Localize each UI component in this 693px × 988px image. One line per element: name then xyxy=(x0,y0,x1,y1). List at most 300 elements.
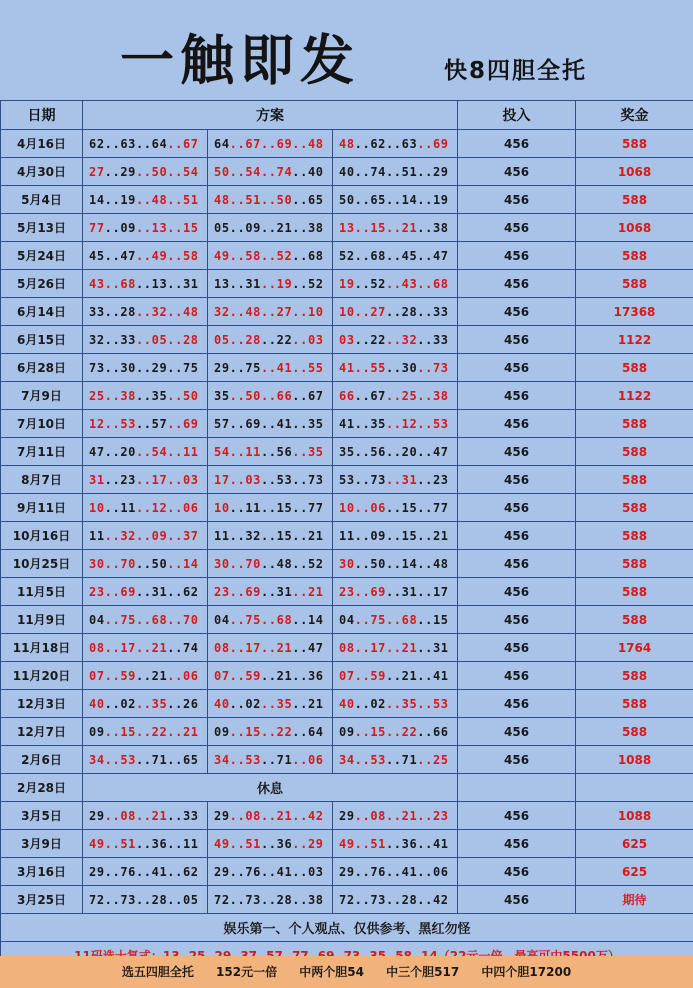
table-row xyxy=(1,858,693,886)
plan-separator: .. xyxy=(385,444,402,459)
plan-separator: .. xyxy=(354,668,371,683)
plan-cell xyxy=(208,214,333,242)
plan-separator: .. xyxy=(104,220,121,235)
plan-separator: .. xyxy=(104,528,121,543)
plan-number: 69 xyxy=(432,136,449,151)
plan-separator: .. xyxy=(260,668,277,683)
plan-number: 33 xyxy=(182,808,199,823)
plan-cell xyxy=(83,522,208,550)
plan-cell xyxy=(208,410,333,438)
plan-number: 27 xyxy=(89,164,105,179)
plan-separator: .. xyxy=(385,388,402,403)
plan-cell xyxy=(208,494,333,522)
plan-number: 11 xyxy=(339,528,355,543)
plan-separator: .. xyxy=(354,584,371,599)
plan-number: 51 xyxy=(245,836,261,851)
plan-separator: .. xyxy=(167,668,183,683)
plan-separator: .. xyxy=(292,584,308,599)
plan-separator: .. xyxy=(135,444,152,459)
table-row xyxy=(1,354,693,382)
plan-number: 11 xyxy=(245,500,261,515)
bottom-item: 152元一倍 xyxy=(216,965,278,979)
plan-separator: .. xyxy=(292,164,308,179)
plan-cell xyxy=(83,858,208,886)
plan-number: 27 xyxy=(370,304,386,319)
plan-number: 75 xyxy=(120,612,136,627)
plan-number: 23 xyxy=(89,584,105,599)
plan-separator: .. xyxy=(385,668,402,683)
plan-number: 15 xyxy=(182,220,199,235)
plan-number: 11 xyxy=(245,444,261,459)
bottom-item: 中两个胆54 xyxy=(299,965,364,979)
plan-number: 38 xyxy=(432,220,449,235)
plan-number: 33 xyxy=(432,332,449,347)
plan-number: 21 xyxy=(401,640,418,655)
row-prize: 期待 xyxy=(576,886,693,914)
plan-cell xyxy=(83,690,208,718)
plan-number: 41 xyxy=(339,416,355,431)
plan-number: 62 xyxy=(182,584,199,599)
row-prize: 588 xyxy=(576,606,693,634)
row-prize: 588 xyxy=(576,242,693,270)
plan-separator: .. xyxy=(417,444,433,459)
plan-separator: .. xyxy=(260,500,277,515)
plan-number: 37 xyxy=(182,528,199,543)
plan-number: 03 xyxy=(245,472,261,487)
plan-number: 41 xyxy=(432,668,449,683)
row-invest: 456 xyxy=(458,522,576,550)
plan-cell xyxy=(333,578,458,606)
plan-number: 67 xyxy=(307,388,324,403)
plan-separator: .. xyxy=(229,696,246,711)
plan-separator: .. xyxy=(260,556,277,571)
row-prize: 588 xyxy=(576,438,693,466)
plan-number: 74 xyxy=(182,640,199,655)
plan-separator: .. xyxy=(417,332,433,347)
plan-number: 35 xyxy=(339,444,355,459)
plan-separator: .. xyxy=(135,724,152,739)
row-date: 5月4日 xyxy=(1,186,83,214)
plan-separator: .. xyxy=(354,388,371,403)
plan-separator: .. xyxy=(260,528,277,543)
plan-cell xyxy=(83,886,208,914)
plan-separator: .. xyxy=(260,248,277,263)
plan-separator: .. xyxy=(292,892,308,907)
row-invest: 456 xyxy=(458,830,576,858)
plan-number: 31 xyxy=(151,584,168,599)
plan-separator: .. xyxy=(417,248,433,263)
plan-separator: .. xyxy=(104,836,121,851)
plan-separator: .. xyxy=(292,752,308,767)
plan-separator: .. xyxy=(229,416,246,431)
plan-number: 53 xyxy=(245,752,261,767)
table-row xyxy=(1,830,693,858)
plan-separator: .. xyxy=(260,332,277,347)
plan-number: 25 xyxy=(401,388,418,403)
plan-number: 28 xyxy=(151,892,168,907)
row-prize: 588 xyxy=(576,522,693,550)
plan-separator: .. xyxy=(260,276,277,291)
plan-number: 43 xyxy=(401,276,418,291)
plan-number: 21 xyxy=(151,668,168,683)
plan-cell xyxy=(333,522,458,550)
plan-number: 53 xyxy=(370,752,386,767)
plan-number: 28 xyxy=(182,332,199,347)
plan-separator: .. xyxy=(417,892,433,907)
plan-number: 26 xyxy=(182,696,199,711)
plan-separator: .. xyxy=(354,472,371,487)
plan-number: 32 xyxy=(245,528,261,543)
plan-cell xyxy=(333,858,458,886)
plan-number: 32 xyxy=(151,304,168,319)
plan-number: 08 xyxy=(120,808,136,823)
plan-separator: .. xyxy=(260,752,277,767)
plan-separator: .. xyxy=(385,808,402,823)
plan-separator: .. xyxy=(354,528,371,543)
row-date: 5月24日 xyxy=(1,242,83,270)
plan-number: 09 xyxy=(214,724,230,739)
plan-separator: .. xyxy=(229,892,246,907)
plan-number: 30 xyxy=(120,360,136,375)
plan-number: 50 xyxy=(339,192,355,207)
plan-number: 77 xyxy=(432,500,449,515)
plan-separator: .. xyxy=(229,332,246,347)
plan-cell xyxy=(333,466,458,494)
row-invest: 456 xyxy=(458,606,576,634)
row-date: 3月5日 xyxy=(1,802,83,830)
plan-separator: .. xyxy=(229,444,246,459)
plan-number: 53 xyxy=(432,416,449,431)
plan-separator: .. xyxy=(135,640,152,655)
plan-separator: .. xyxy=(104,360,121,375)
plan-number: 23 xyxy=(432,472,449,487)
plan-number: 54 xyxy=(214,444,230,459)
plan-number: 69 xyxy=(245,416,261,431)
row-date: 11月5日 xyxy=(1,578,83,606)
row-date: 6月28日 xyxy=(1,354,83,382)
plan-separator: .. xyxy=(385,136,402,151)
plan-number: 41 xyxy=(339,360,355,375)
row-prize: 625 xyxy=(576,858,693,886)
plan-separator: .. xyxy=(104,388,121,403)
plan-number: 21 xyxy=(276,640,293,655)
header xyxy=(0,0,693,100)
plan-cell xyxy=(208,466,333,494)
row-invest: 456 xyxy=(458,494,576,522)
plan-number: 31 xyxy=(276,584,293,599)
plan-separator: .. xyxy=(167,360,183,375)
row-prize: 588 xyxy=(576,690,693,718)
plan-number: 29 xyxy=(432,164,449,179)
plan-number: 76 xyxy=(370,864,386,879)
plan-number: 57 xyxy=(151,416,168,431)
plan-separator: .. xyxy=(135,332,152,347)
plan-number: 06 xyxy=(182,500,199,515)
plan-separator: .. xyxy=(167,416,183,431)
plan-separator: .. xyxy=(167,248,183,263)
plan-number: 08 xyxy=(89,640,105,655)
plan-separator: .. xyxy=(354,360,371,375)
plan-separator: .. xyxy=(385,164,402,179)
plan-cell xyxy=(333,382,458,410)
plan-number: 38 xyxy=(120,388,136,403)
plan-cell xyxy=(333,746,458,774)
plan-cell xyxy=(83,494,208,522)
plan-number: 15 xyxy=(370,220,386,235)
row-invest: 456 xyxy=(458,886,576,914)
plan-separator: .. xyxy=(292,192,308,207)
plan-number: 28 xyxy=(401,892,418,907)
plan-number: 42 xyxy=(432,892,449,907)
plan-number: 35 xyxy=(151,388,168,403)
plan-separator: .. xyxy=(167,612,183,627)
plan-number: 36 xyxy=(401,836,418,851)
header-invest: 投入 xyxy=(458,101,576,130)
plan-separator: .. xyxy=(354,836,371,851)
plan-cell xyxy=(83,578,208,606)
plan-separator: .. xyxy=(260,808,277,823)
plan-number: 23 xyxy=(120,472,136,487)
row-invest: 456 xyxy=(458,690,576,718)
page-subtitle: 快8四胆全托 xyxy=(444,58,588,84)
plan-number: 76 xyxy=(245,864,261,879)
plan-number: 63 xyxy=(120,136,136,151)
row-invest: 456 xyxy=(458,242,576,270)
row-prize: 1068 xyxy=(576,214,693,242)
plan-number: 21 xyxy=(307,528,324,543)
plan-separator: .. xyxy=(167,164,183,179)
plan-number: 21 xyxy=(401,668,418,683)
plan-cell xyxy=(333,354,458,382)
plan-separator: .. xyxy=(385,640,402,655)
plan-number: 06 xyxy=(307,752,324,767)
plan-number: 36 xyxy=(151,836,168,851)
plan-number: 53 xyxy=(276,472,293,487)
row-prize: 1088 xyxy=(576,802,693,830)
plan-number: 08 xyxy=(339,640,355,655)
plan-number: 72 xyxy=(89,892,105,907)
plan-number: 68 xyxy=(276,612,293,627)
plan-number: 48 xyxy=(307,136,324,151)
disclaimer-text: 娱乐第一、个人观点、仅供参考、黑红勿怪 xyxy=(1,914,693,942)
plan-separator: .. xyxy=(104,556,121,571)
plan-number: 73 xyxy=(432,360,449,375)
plan-number: 69 xyxy=(182,416,199,431)
row-invest: 456 xyxy=(458,214,576,242)
plan-separator: .. xyxy=(167,276,183,291)
row-invest: 456 xyxy=(458,578,576,606)
plan-number: 31 xyxy=(89,472,105,487)
row-prize: 588 xyxy=(576,494,693,522)
bottom-item: 选五四胆全托 xyxy=(121,965,194,979)
plan-separator: .. xyxy=(354,556,371,571)
row-invest: 456 xyxy=(458,550,576,578)
plan-separator: .. xyxy=(167,724,183,739)
plan-number: 15 xyxy=(370,724,386,739)
plan-number: 38 xyxy=(307,892,324,907)
plan-separator: .. xyxy=(385,612,402,627)
plan-number: 49 xyxy=(89,836,105,851)
disclaimer-row xyxy=(1,914,693,942)
plan-number: 32 xyxy=(89,332,105,347)
plan-number: 68 xyxy=(370,248,386,263)
plan-separator: .. xyxy=(354,304,371,319)
plan-number: 45 xyxy=(89,248,105,263)
plan-number: 04 xyxy=(214,612,230,627)
plan-separator: .. xyxy=(417,388,433,403)
plan-number: 33 xyxy=(120,332,136,347)
plan-number: 06 xyxy=(432,864,449,879)
plan-separator: .. xyxy=(167,892,183,907)
plan-cell xyxy=(83,830,208,858)
plan-number: 73 xyxy=(307,472,324,487)
row-prize: 1764 xyxy=(576,634,693,662)
plan-number: 09 xyxy=(89,724,105,739)
plan-number: 53 xyxy=(432,696,449,711)
plan-separator: .. xyxy=(260,416,277,431)
row-invest-empty xyxy=(458,774,576,802)
plan-cell xyxy=(208,158,333,186)
plan-separator: .. xyxy=(167,444,183,459)
plan-number: 51 xyxy=(245,192,261,207)
plan-separator: .. xyxy=(292,668,308,683)
plan-number: 33 xyxy=(432,304,449,319)
plan-separator: .. xyxy=(229,220,246,235)
plan-separator: .. xyxy=(354,248,371,263)
page-title: 一触即发 xyxy=(120,28,360,92)
plan-number: 41 xyxy=(276,864,293,879)
plan-number: 08 xyxy=(214,640,230,655)
plan-cell xyxy=(83,746,208,774)
plan-cell xyxy=(208,718,333,746)
plan-number: 74 xyxy=(370,164,386,179)
plan-separator: .. xyxy=(135,892,152,907)
plan-separator: .. xyxy=(260,304,277,319)
plan-cell xyxy=(208,382,333,410)
row-date: 5月13日 xyxy=(1,214,83,242)
plan-separator: .. xyxy=(354,444,371,459)
row-prize: 588 xyxy=(576,718,693,746)
plan-number: 29 xyxy=(307,836,324,851)
row-date: 7月9日 xyxy=(1,382,83,410)
table-row xyxy=(1,326,693,354)
plan-cell xyxy=(333,410,458,438)
row-date: 7月10日 xyxy=(1,410,83,438)
plan-number: 67 xyxy=(370,388,386,403)
row-prize: 588 xyxy=(576,466,693,494)
table-row xyxy=(1,746,693,774)
plan-separator: .. xyxy=(260,360,277,375)
plan-number: 17 xyxy=(370,640,386,655)
plan-number: 10 xyxy=(89,500,105,515)
plan-number: 35 xyxy=(214,388,230,403)
plan-number: 76 xyxy=(120,864,136,879)
plan-separator: .. xyxy=(167,808,183,823)
plan-number: 03 xyxy=(307,864,324,879)
plan-separator: .. xyxy=(417,724,433,739)
plan-number: 65 xyxy=(370,192,386,207)
plan-number: 12 xyxy=(151,500,168,515)
plan-cell xyxy=(208,662,333,690)
plan-number: 10 xyxy=(339,304,355,319)
plan-number: 32 xyxy=(214,304,230,319)
plan-number: 19 xyxy=(120,192,136,207)
plan-separator: .. xyxy=(417,416,433,431)
plan-separator: .. xyxy=(104,808,121,823)
plan-separator: .. xyxy=(354,164,371,179)
plan-cell xyxy=(208,326,333,354)
plan-separator: .. xyxy=(104,192,121,207)
plan-number: 74 xyxy=(276,164,293,179)
header-plan: 方案 xyxy=(83,101,458,130)
plan-number: 31 xyxy=(245,276,261,291)
plan-number: 50 xyxy=(370,556,386,571)
plan-separator: .. xyxy=(229,836,246,851)
plan-separator: .. xyxy=(135,836,152,851)
plan-separator: .. xyxy=(354,696,371,711)
plan-number: 58 xyxy=(182,248,199,263)
plan-separator: .. xyxy=(135,192,152,207)
plan-separator: .. xyxy=(104,696,121,711)
plan-separator: .. xyxy=(135,276,152,291)
plan-separator: .. xyxy=(260,192,277,207)
plan-number: 14 xyxy=(182,556,199,571)
row-date: 11月20日 xyxy=(1,662,83,690)
plan-separator: .. xyxy=(229,584,246,599)
plan-number: 28 xyxy=(245,332,261,347)
plan-cell xyxy=(333,550,458,578)
plan-separator: .. xyxy=(417,472,433,487)
plan-number: 21 xyxy=(151,640,168,655)
plan-separator: .. xyxy=(260,136,277,151)
plan-number: 62 xyxy=(182,864,199,879)
plan-separator: .. xyxy=(167,220,183,235)
plan-number: 14 xyxy=(89,192,105,207)
plan-number: 68 xyxy=(307,248,324,263)
plan-number: 48 xyxy=(245,304,261,319)
plan-number: 71 xyxy=(276,752,293,767)
plan-number: 75 xyxy=(370,612,386,627)
table-row xyxy=(1,718,693,746)
plan-number: 29 xyxy=(214,360,230,375)
plan-cell xyxy=(333,886,458,914)
row-prize: 1122 xyxy=(576,326,693,354)
plan-number: 48 xyxy=(432,556,449,571)
plan-separator: .. xyxy=(229,528,246,543)
plan-number: 50 xyxy=(151,556,168,571)
plan-separator: .. xyxy=(229,360,246,375)
plan-separator: .. xyxy=(417,752,433,767)
plan-number: 21 xyxy=(151,808,168,823)
plan-number: 73 xyxy=(370,472,386,487)
plan-separator: .. xyxy=(292,724,308,739)
plan-cell xyxy=(208,242,333,270)
plan-number: 09 xyxy=(339,724,355,739)
table-row xyxy=(1,550,693,578)
plan-separator: .. xyxy=(260,472,277,487)
plan-number: 07 xyxy=(339,668,355,683)
plan-number: 73 xyxy=(245,892,261,907)
table-row xyxy=(1,802,693,830)
plan-number: 43 xyxy=(89,276,105,291)
plan-separator: .. xyxy=(229,136,246,151)
plan-number: 69 xyxy=(276,136,293,151)
plan-separator: .. xyxy=(292,612,308,627)
plan-number: 67 xyxy=(245,136,261,151)
plan-separator: .. xyxy=(135,500,152,515)
plan-number: 64 xyxy=(151,136,168,151)
row-prize: 1122 xyxy=(576,382,693,410)
